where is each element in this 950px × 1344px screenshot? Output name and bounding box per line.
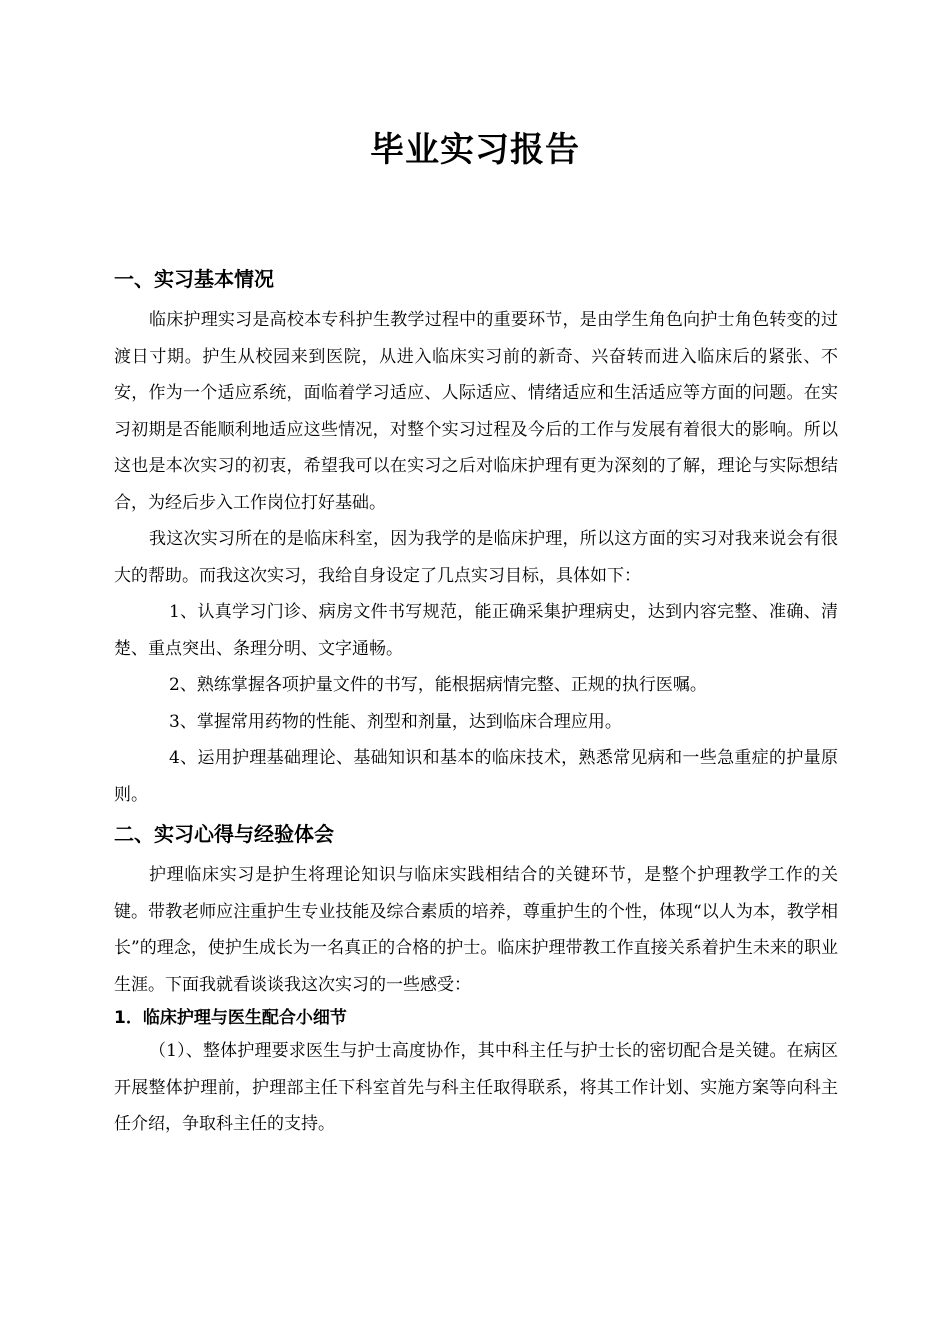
subsection-heading-doctor-cooperation: 1．临床护理与医生配合小细节 (114, 1008, 347, 1028)
goal-item-2: 2、熟练掌握各项护量文件的书写，能根据病情完整、正规的执行医嘱。 (169, 675, 707, 695)
subsection-paragraph-1: （1）、整体护理要求医生与护士高度协作，其中科主任与护士长的密切配合是关键。在病区开展整体护理前，护理部主任下科室首先与科主任取得联系，将其工作计划、实施方案等向科主任介绍，争取科主任的支持。 (114, 1041, 838, 1134)
goal-item-1: 1、认真学习门诊、病房文件书写规范，能正确采集护理病史，达到内容完整、准确、清楚、重点突出、条理分明、文字通畅。 (114, 602, 838, 659)
goal-item-3: 3、掌握常用药物的性能、剂型和剂量，达到临床合理应用。 (169, 711, 622, 732)
document-body (114, 262, 838, 1143)
section2-paragraph-1: 护理临床实习是护生将理论知识与临床实践相结合的关键环节，是整个护理教学工作的关键。带教老师应注重护生专业技能及综合素质的培养，尊重护生的个性，体现“以人为本，教学相长”的理念，使护生成长为一名真正的合格的护士。临床护理带教工作直接关系着护生未来的职业生涯。下面我就看谈谈我这次实习的一些感受： (114, 865, 838, 995)
document-title: 毕业实习报告 (370, 130, 580, 170)
section1-paragraph-2: 我这次实习所在的是临床科室，因为我学的是临床护理，所以这方面的实习对我来说会有很大的帮助。而我这次实习，我给自身设定了几点实习目标，具体如下： (114, 529, 838, 586)
section1-paragraph-1: 临床护理实习是高校本专科护生教学过程中的重要环节，是由学生角色向护士角色转变的过渡日寸期。护生从校园来到医院，从进入临床实习前的新奇、兴奋转而进入临床后的紧张、不安，作为一个适应系统，面临着学习适应、人际适应、情绪适应和生活适应等方面的问题。在实习初期是否能顺利地适应这些情况，对整个实习过程及今后的工作与发展有着很大的影响。所以这也是本次实习的初衷，希望我可以在实习之后对临床护理有更为深刻的了解，理论与实际想结合，为经后步入工作岗位打好基础。 (114, 310, 838, 513)
goal-item-4: 4、运用护理基础理论、基础知识和基本的临床技术，熟悉常见病和一些急重症的护量原则。 (114, 748, 838, 805)
section-heading-basic-info: 一、实习基本情况 (114, 267, 274, 291)
section-heading-experience: 二、实习心得与经验体会 (114, 822, 334, 846)
